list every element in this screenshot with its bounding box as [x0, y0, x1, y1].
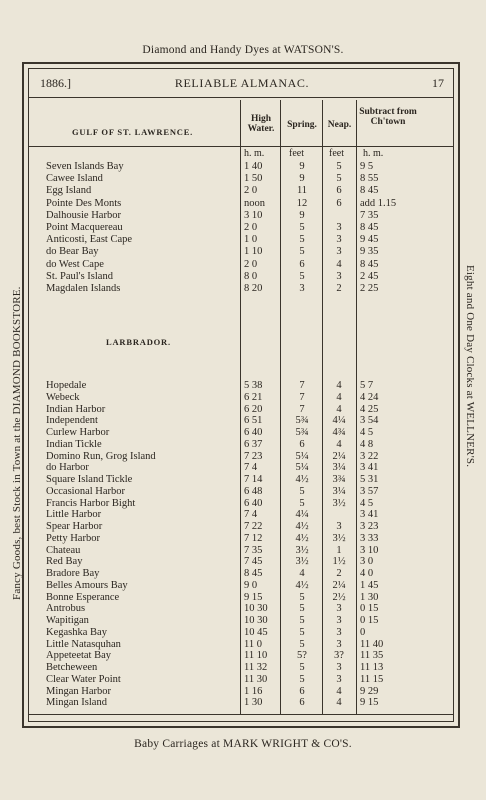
neap-tide-feet: 4: [336, 391, 342, 403]
spring-tide-feet: 4½: [295, 532, 309, 544]
neap-tide-feet: 4: [336, 685, 342, 697]
place-name: Anticosti, East Cape: [46, 234, 133, 246]
subtract-time: 7 35: [360, 209, 379, 221]
spring-tide-feet: 5: [299, 615, 305, 626]
high-water-time: 7 4: [244, 509, 258, 521]
table-row: [0, 173, 486, 186]
high-water-time: 7 14: [244, 474, 263, 485]
spring-tide-feet: 5: [299, 497, 305, 509]
high-water-time: 8 20: [244, 283, 263, 294]
high-water-time: 6 40: [244, 497, 263, 509]
subtract-time: 11 40: [360, 638, 384, 650]
place-name: Pointe Des Monts: [46, 197, 122, 209]
col-header-neap: Neap.: [327, 120, 352, 130]
spring-tide-feet: 7: [299, 380, 305, 391]
high-water-time: 11 10: [244, 650, 268, 662]
spring-tide-feet: 7: [299, 391, 305, 403]
place-name: Domino Run, Grog Island: [46, 450, 156, 462]
neap-tide-feet: 5: [336, 161, 342, 172]
table-row: [0, 283, 486, 296]
spring-tide-feet: 3½: [295, 556, 309, 568]
subtract-time: 3 54: [360, 415, 379, 427]
neap-tide-feet: 1½: [332, 556, 346, 568]
high-water-time: 1 50: [244, 173, 263, 185]
place-name: St. Paul's Island: [46, 270, 113, 282]
place-name: Petty Harbor: [46, 532, 100, 544]
spring-tide-feet: 7: [299, 403, 305, 415]
high-water-time: 2 0: [244, 222, 258, 233]
spring-tide-feet: 9: [299, 161, 305, 172]
high-water-time: 7 12: [244, 532, 263, 544]
spring-tide-feet: 5: [299, 673, 305, 685]
neap-tide-feet: 3: [336, 615, 342, 626]
place-name: Cawee Island: [46, 173, 103, 185]
spring-tide-feet: 5: [299, 626, 305, 638]
place-name: Occasional Harbor: [46, 485, 126, 497]
high-water-time: 1 40: [244, 161, 263, 172]
spring-tide-feet: 5¼: [295, 462, 309, 474]
bottom-advertisement: Baby Carriages at MARK WRIGHT & CO'S.: [134, 738, 352, 750]
neap-tide-feet: 4: [336, 438, 342, 450]
subtract-time: 4 8: [360, 438, 374, 450]
spring-tide-feet: 11: [296, 185, 308, 197]
table-row: [0, 185, 486, 198]
right-advertisement: Eight and One Day Clocks at WELLNER'S.: [464, 265, 476, 468]
spring-tide-feet: 5: [299, 638, 305, 650]
subtract-time: 4 25: [360, 403, 379, 415]
place-name: do Bear Bay: [46, 246, 99, 258]
neap-tide-feet: 2¼: [332, 579, 346, 591]
spring-tide-feet: 5: [299, 270, 305, 282]
high-water-time: 6 40: [244, 427, 263, 438]
place-name: Mingan Island: [46, 697, 107, 709]
high-water-time: 7 45: [244, 556, 263, 568]
place-name: Independent: [46, 415, 98, 427]
place-name: Bradore Bay: [46, 568, 100, 579]
place-name: Seven Islands Bay: [46, 161, 124, 172]
subtract-time: 9 45: [360, 234, 379, 246]
spring-tide-feet: 5¼: [295, 450, 309, 462]
neap-tide-feet: 3½: [332, 532, 346, 544]
subtract-time: 5 31: [360, 474, 379, 485]
spring-tide-feet: 5: [299, 603, 305, 615]
subtract-time: 3 23: [360, 521, 379, 532]
subtract-time: 9 5: [360, 161, 374, 172]
high-water-time: 6 37: [244, 438, 263, 450]
header-year: 1886.]: [40, 76, 71, 90]
high-water-time: 1 10: [244, 246, 263, 258]
neap-tide-feet: 3½: [332, 497, 346, 509]
place-name: Kegashka Bay: [46, 626, 107, 638]
spring-tide-feet: 5¾: [295, 427, 309, 438]
neap-tide-feet: 6: [336, 185, 342, 197]
spring-tide-feet: 6: [299, 697, 305, 709]
high-water-time: noon: [244, 197, 265, 209]
subtract-time: 11 35: [360, 650, 384, 662]
place-name: Wapitigan: [46, 615, 89, 626]
neap-tide-feet: 4: [336, 403, 342, 415]
high-water-time: 6 48: [244, 485, 263, 497]
subtract-time: add 1.15: [360, 197, 397, 209]
subtract-time: 3 0: [360, 556, 374, 568]
units-sub: h. m.: [363, 148, 384, 159]
high-water-time: 11 32: [244, 662, 268, 673]
subtract-time: 1 45: [360, 579, 379, 591]
table-row: [0, 234, 486, 247]
neap-tide-feet: 3: [336, 603, 342, 615]
spring-tide-feet: 5?: [297, 650, 307, 662]
subtract-time: 4 5: [360, 497, 374, 509]
place-name: Curlew Harbor: [46, 427, 110, 438]
high-water-time: 3 10: [244, 209, 263, 221]
place-name: Little Harbor: [46, 509, 102, 521]
high-water-time: 1 30: [244, 697, 263, 709]
neap-tide-feet: 3: [336, 246, 342, 258]
high-water-time: 10 30: [244, 615, 268, 626]
table-row: [0, 246, 486, 259]
spring-tide-feet: 12: [296, 197, 308, 209]
spring-tide-feet: 6: [299, 438, 305, 450]
high-water-time: 9 0: [244, 579, 258, 591]
neap-tide-feet: 6: [336, 197, 342, 209]
units-high: h. m.: [244, 148, 265, 159]
subtract-time: 9 15: [360, 697, 379, 709]
subtract-time: 11 15: [360, 673, 384, 685]
subtract-time: 4 0: [360, 568, 374, 579]
place-name: Clear Water Point: [46, 673, 121, 685]
neap-tide-feet: 4: [336, 380, 342, 391]
spring-tide-feet: 5: [299, 591, 305, 603]
units-neap: feet: [329, 148, 344, 159]
subtract-time: 0 15: [360, 603, 379, 615]
left-advertisement: Fancy Goods, best Stock in Town at the DIAMOND BOOKSTORE.: [11, 286, 23, 600]
place-name: Bonne Esperance: [46, 591, 120, 603]
place-name: Chateau: [46, 544, 81, 556]
spring-tide-feet: 4: [299, 568, 305, 579]
subtract-time: 2 25: [360, 283, 379, 294]
place-name: Appeteetat Bay: [46, 650, 112, 662]
col-header-spring: Spring.: [287, 120, 317, 130]
high-water-time: 7 22: [244, 521, 263, 532]
subtract-time: 4 24: [360, 391, 379, 403]
high-water-time: 10 45: [244, 626, 268, 638]
spring-tide-feet: 6: [299, 258, 305, 270]
table-row: [0, 222, 486, 235]
subtract-time: 9 35: [360, 246, 379, 258]
subtract-time: 3 22: [360, 450, 379, 462]
place-name: Little Natasquhan: [46, 638, 121, 650]
table-bottom-rule: [28, 714, 454, 715]
high-water-time: 2 0: [244, 258, 258, 270]
subtract-time: 9 29: [360, 685, 379, 697]
neap-tide-feet: 3: [336, 270, 342, 282]
spring-tide-feet: 5: [299, 485, 305, 497]
place-name: Square Island Tickle: [46, 474, 133, 485]
high-water-time: 7 4: [244, 462, 258, 474]
subtract-time: 3 41: [360, 462, 379, 474]
neap-tide-feet: 3: [336, 673, 342, 685]
place-name: Indian Tickle: [46, 438, 102, 450]
high-water-time: 6 51: [244, 415, 263, 427]
neap-tide-feet: 2¼: [332, 450, 346, 462]
neap-tide-feet: 3: [336, 638, 342, 650]
place-name: Belles Amours Bay: [46, 579, 128, 591]
neap-tide-feet: 3¾: [332, 474, 346, 485]
place-name: Mingan Harbor: [46, 685, 112, 697]
place-name: Red Bay: [46, 556, 83, 568]
subtract-time: 1 30: [360, 591, 379, 603]
subtract-time: 3 10: [360, 544, 379, 556]
table-row: [0, 161, 486, 174]
high-water-time: 10 30: [244, 603, 268, 615]
neap-tide-feet: 3: [336, 662, 342, 673]
subtract-time: 8 55: [360, 173, 379, 185]
place-name: do West Cape: [46, 258, 104, 270]
table-row: [0, 210, 486, 223]
place-name: Betcheween: [46, 662, 98, 673]
subtract-time: 3 57: [360, 485, 379, 497]
high-water-time: 7 23: [244, 450, 263, 462]
neap-tide-feet: 2: [336, 283, 342, 294]
subtract-time: 2 45: [360, 270, 379, 282]
neap-tide-feet: 1: [336, 544, 342, 556]
high-water-time: 1 16: [244, 685, 263, 697]
subtract-time: 5 7: [360, 380, 374, 391]
spring-tide-feet: 9: [299, 209, 305, 221]
subtract-time: 8 45: [360, 222, 379, 233]
high-water-time: 11 30: [244, 673, 268, 685]
column-header-rule: [28, 146, 454, 147]
high-water-time: 5 38: [244, 380, 263, 391]
subtract-time: 4 5: [360, 427, 374, 438]
place-name: Magdalen Islands: [46, 283, 121, 294]
neap-tide-feet: 4¾: [332, 427, 346, 438]
neap-tide-feet: 3?: [334, 650, 344, 662]
place-name: Spear Harbor: [46, 521, 103, 532]
table-row: [0, 697, 486, 710]
spring-tide-feet: 5: [299, 662, 305, 673]
spring-tide-feet: 4½: [295, 474, 309, 485]
neap-tide-feet: 3: [336, 626, 342, 638]
high-water-time: 8 45: [244, 568, 263, 579]
header-title: RELIABLE ALMANAC.: [174, 76, 310, 90]
units-spring: feet: [289, 148, 304, 159]
section-title-labrador: LARBRADOR.: [106, 337, 171, 347]
table-row: [0, 271, 486, 284]
neap-tide-feet: 3¼: [332, 485, 346, 497]
high-water-time: 11 0: [244, 638, 262, 650]
top-advertisement: Diamond and Handy Dyes at WATSON'S.: [142, 44, 344, 56]
spring-tide-feet: 6: [299, 685, 305, 697]
spring-tide-feet: 5: [299, 222, 305, 233]
spring-tide-feet: 5¾: [295, 415, 309, 427]
place-name: Point Macquereau: [46, 222, 123, 233]
header-page-number: 17: [432, 76, 444, 90]
neap-tide-feet: 2: [336, 568, 342, 579]
place-name: Dalhousie Harbor: [46, 209, 121, 221]
col-header-high-water: High Water.: [247, 114, 275, 134]
col-header-subtract: Subtract from Ch'town: [359, 107, 417, 127]
high-water-time: 7 35: [244, 544, 263, 556]
subtract-time: 3 33: [360, 532, 379, 544]
spring-tide-feet: 5: [299, 246, 305, 258]
neap-tide-feet: 4: [336, 697, 342, 709]
section-title-gulf: GULF OF ST. LAWRENCE.: [72, 127, 194, 137]
neap-tide-feet: 3: [336, 521, 342, 532]
spring-tide-feet: 9: [299, 173, 305, 185]
spring-tide-feet: 4½: [295, 579, 309, 591]
subtract-time: 8 45: [360, 185, 379, 197]
neap-tide-feet: 3¼: [332, 462, 346, 474]
table-row: [0, 259, 486, 272]
spring-tide-feet: 4¼: [295, 509, 309, 521]
neap-tide-feet: 4: [336, 258, 342, 270]
spring-tide-feet: 3½: [295, 544, 309, 556]
place-name: Hopedale: [46, 380, 87, 391]
subtract-time: 8 45: [360, 258, 379, 270]
neap-tide-feet: 3: [336, 222, 342, 233]
subtract-time: 0 15: [360, 615, 379, 626]
high-water-time: 6 21: [244, 391, 263, 403]
spring-tide-feet: 5: [299, 234, 305, 246]
place-name: Egg Island: [46, 185, 92, 197]
place-name: do Harbor: [46, 462, 89, 474]
place-name: Webeck: [46, 391, 80, 403]
page-header: [40, 76, 444, 94]
subtract-time: 3 41: [360, 509, 379, 521]
neap-tide-feet: 5: [336, 173, 342, 185]
neap-tide-feet: 3: [336, 234, 342, 246]
subtract-time: 0: [360, 626, 366, 638]
high-water-time: 9 15: [244, 591, 263, 603]
spring-tide-feet: 3: [299, 283, 305, 294]
spring-tide-feet: 4½: [295, 521, 309, 532]
subtract-time: 11 13: [360, 662, 384, 673]
neap-tide-feet: 4¼: [332, 415, 346, 427]
high-water-time: 2 0: [244, 185, 258, 197]
high-water-time: 6 20: [244, 403, 263, 415]
high-water-time: 8 0: [244, 270, 258, 282]
place-name: Francis Harbor Bight: [46, 497, 136, 509]
neap-tide-feet: 2½: [332, 591, 346, 603]
table-row: [0, 198, 486, 211]
header-rule: [28, 97, 454, 98]
high-water-time: 1 0: [244, 234, 258, 246]
place-name: Indian Harbor: [46, 403, 106, 415]
place-name: Antrobus: [46, 603, 86, 615]
